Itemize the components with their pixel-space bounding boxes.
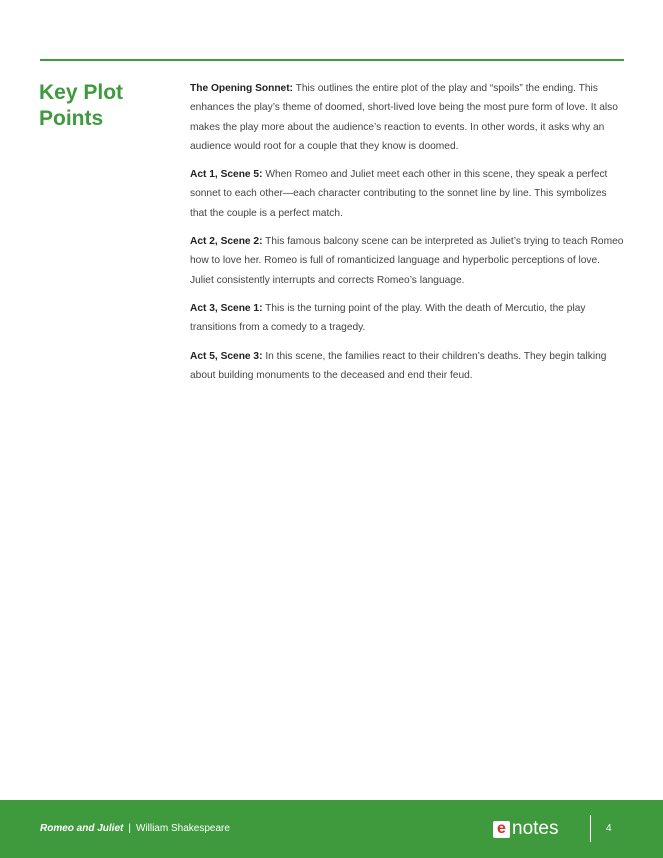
footer-book-info (40, 823, 230, 834)
enotes-logo-icon: e (493, 821, 510, 838)
plot-point-text: This famous balcony scene can be interpreted as Juliet’s trying to teach Romeo how to love her. Romeo is full of romanticized language and hyperbolic perceptions of love. Juliet consistently interrupts and corrects Romeo’s language. (190, 236, 624, 286)
plot-point-opening-sonnet (190, 79, 626, 156)
page-number: 4 (606, 823, 612, 834)
page-footer (0, 800, 663, 858)
plot-points-list (190, 79, 626, 394)
plot-point-text: This is the turning point of the play. With the death of Mercutio, the play transitions from a comedy to a tragedy. (190, 302, 586, 334)
plot-point-text: In this scene, the families react to their children’s deaths. They begin talking about building monuments to the deceased and end their feud. (190, 350, 607, 381)
plot-point-label: The Opening Sonnet: (190, 83, 293, 94)
footer-separator: | (128, 823, 131, 834)
plot-point-act5-scene3 (190, 347, 626, 386)
plot-point-label: Act 2, Scene 2: (190, 236, 263, 248)
footer-divider (590, 815, 591, 842)
plot-point-act2-scene2 (190, 232, 626, 290)
plot-point-text: This outlines the entire plot of the play and “spoils” the ending. This enhances the play’s theme of doomed, short-lived love being the most pure form of love. It also makes the play more about the audience’s reaction to events. In other words, it asks why an audience would root for a couple that they know is doomed. (190, 83, 618, 152)
plot-point-act3-scene1 (190, 299, 626, 338)
plot-point-label: Act 3, Scene 1: (190, 302, 263, 314)
top-rule (40, 59, 624, 61)
footer-author: William Shakespeare (135, 823, 230, 834)
section-title: Key Plot Points (39, 81, 124, 130)
plot-point-act1-scene5 (190, 165, 626, 223)
enotes-logo (493, 818, 558, 840)
plot-point-label: Act 1, Scene 5: (190, 169, 263, 181)
plot-point-text: When Romeo and Juliet meet each other in this scene, they speak a perfect sonnet to each other—each character contributing to the sonnet line by line. This symbolizes that the couple is a perfect match. (190, 169, 608, 219)
plot-point-label: Act 5, Scene 3: (190, 350, 263, 362)
enotes-logo-wordmark: notes (512, 818, 559, 839)
footer-book-title: Romeo and Juliet (40, 823, 124, 834)
